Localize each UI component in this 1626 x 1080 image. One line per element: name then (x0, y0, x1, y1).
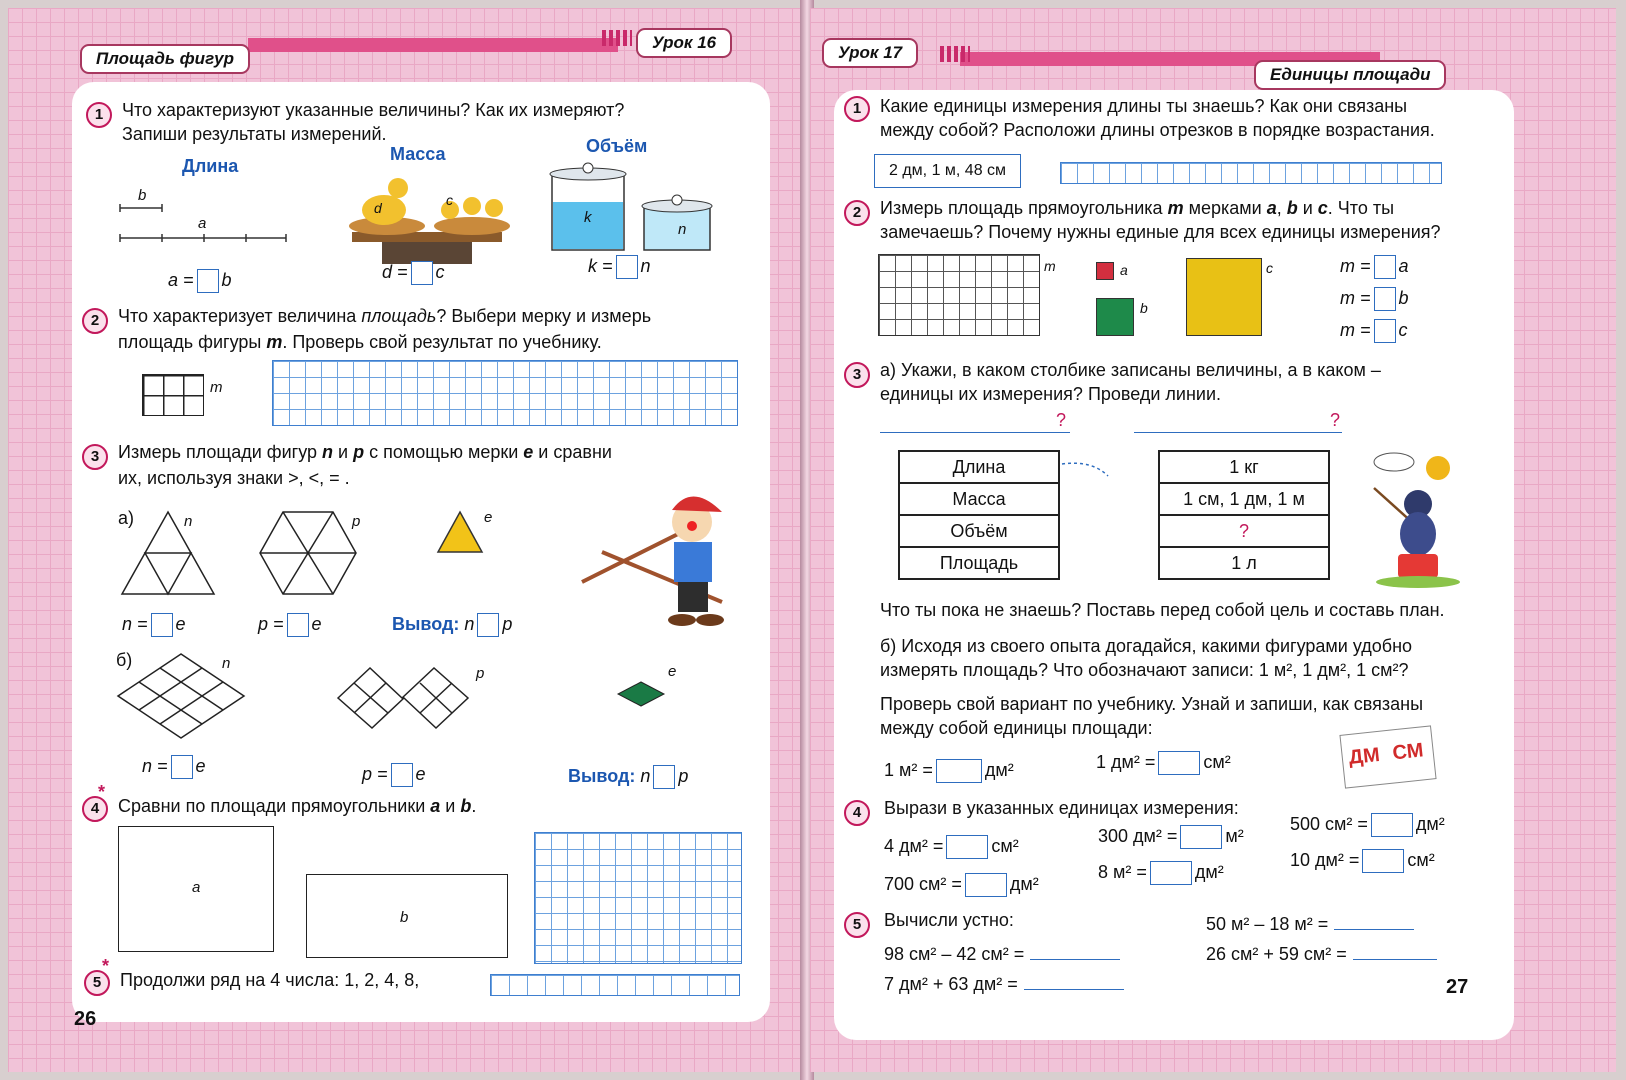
task2-line1 (880, 196, 1394, 220)
eq-right: c (1398, 320, 1408, 340)
rhombus-figure-p (336, 666, 476, 730)
eq-right: e (415, 764, 426, 784)
figure-name: m (1167, 198, 1184, 218)
label-m: m (1044, 258, 1056, 274)
eq-left: 700 см² = (884, 874, 962, 894)
task4-text-part: . (471, 796, 477, 816)
task2-text: . Что ты (1327, 198, 1395, 218)
answer-box[interactable] (616, 255, 638, 279)
label-e: e (484, 509, 493, 526)
label-a: a (198, 215, 207, 232)
eq-left: 4 дм² = (884, 836, 944, 856)
answer-box[interactable] (1374, 287, 1396, 311)
eq-p (362, 762, 426, 787)
label-c: c (1266, 260, 1273, 276)
task-number: 3 (844, 362, 870, 388)
task3b-line1: б) Исходя из своего опыта догадайся, какими фигурами удобно (880, 636, 1413, 656)
answer-box[interactable] (1158, 751, 1200, 775)
answer-grid[interactable] (272, 360, 738, 426)
task2-text: . Проверь свой результат по учебнику. (282, 332, 602, 352)
header-stripes (602, 30, 632, 46)
label-m: m (210, 379, 223, 396)
conclusion-right: p (678, 766, 689, 786)
conversion-5 (1098, 860, 1224, 885)
eq-volume (588, 254, 651, 279)
calc-expr: 26 см² + 59 см² = (1206, 944, 1347, 964)
header-band (248, 38, 618, 52)
rect-name: a (430, 796, 441, 816)
answer-box[interactable] (653, 765, 675, 789)
left-page (8, 8, 808, 1072)
answer-line[interactable] (1024, 989, 1124, 990)
task2-text: и (1297, 198, 1318, 218)
pots-figure (548, 164, 728, 264)
task2-text: Измерь площадь прямоугольника (880, 198, 1168, 218)
calc-expr: 50 м² – 18 м² = (1206, 914, 1329, 934)
task4-text (118, 794, 476, 818)
calc-expr: 98 см² – 42 см² = (884, 944, 1025, 964)
answer-line[interactable] (880, 432, 1070, 433)
eq-unit: дм² (1009, 874, 1039, 894)
task1-line2: Запиши результаты измерений. (122, 124, 387, 144)
eq-mass (382, 260, 445, 285)
eq-unit: см² (991, 836, 1019, 856)
lesson-tab (822, 38, 918, 68)
calc-4 (1206, 942, 1437, 966)
task2-line2 (118, 330, 602, 354)
eq-left: 500 см² = (1290, 814, 1368, 834)
task2-term: площадь (361, 306, 437, 326)
label-p: p (352, 513, 361, 530)
rect-name: b (460, 796, 472, 816)
eq-left: n = (142, 756, 168, 776)
task5-text: Вычисли устно: (884, 910, 1014, 930)
star-mark: * (102, 956, 110, 976)
eq-right: b (1398, 288, 1409, 308)
table-cell[interactable]: Объём (899, 515, 1059, 547)
conclusion-label: Вывод: (568, 766, 636, 786)
task3-text: с помощью мерки (364, 442, 524, 462)
task-number: 5 (844, 912, 870, 938)
part-a-label: а) (118, 508, 135, 528)
label-a: a (192, 879, 201, 896)
answer-box[interactable] (171, 755, 193, 779)
task2-text: мерками (1183, 198, 1267, 218)
task3-line1 (118, 440, 612, 464)
figure-name: e (523, 442, 534, 462)
table-cell[interactable]: Площадь (899, 547, 1059, 579)
eq-m-b (1340, 286, 1409, 311)
answer-box[interactable] (287, 613, 309, 637)
answer-box[interactable] (965, 873, 1007, 897)
lesson-title: Урок 17 (838, 43, 903, 62)
content-panel (834, 90, 1514, 1040)
eq-left: 1 м² = (884, 760, 933, 780)
eq-left: m = (1340, 320, 1371, 340)
star-mark: * (98, 782, 106, 802)
task1-line1: Какие единицы измерения длины ты знаешь? Как они связаны (880, 96, 1408, 116)
eq-left: 300 дм² = (1098, 826, 1178, 846)
rhombus-measure-e (616, 680, 666, 710)
label-c: c (446, 192, 453, 208)
label-b: b (400, 909, 409, 926)
label-e: e (668, 663, 677, 680)
page-number: 26 (74, 1008, 97, 1030)
figure-name: p (353, 442, 365, 462)
task3-text: и (333, 442, 354, 462)
table-cell[interactable]: 1 л (1159, 547, 1329, 579)
task3-line1: а) Укажи, в каком столбике записаны величины, а в каком – (880, 360, 1381, 380)
hexagon-figure-p (258, 510, 361, 596)
figure-m (142, 374, 204, 416)
conclusion-right: p (502, 614, 513, 634)
eq-length (168, 268, 232, 293)
units-sign (1339, 725, 1436, 788)
conversion-2 (1098, 824, 1244, 849)
table-cell[interactable]: ? (1159, 515, 1329, 547)
label-p: p (476, 665, 485, 682)
conclusion-a (392, 612, 512, 637)
eq-unit: дм² (1415, 814, 1445, 834)
calc-1 (884, 942, 1120, 966)
eq-right: e (175, 614, 186, 634)
task5-text: Продолжи ряд на 4 числа: 1, 2, 4, 8, (120, 970, 420, 990)
task-number: 5 (84, 970, 110, 996)
lengths-box: 2 дм, 1 м, 48 см (874, 154, 1021, 188)
lesson-title: Урок 16 (652, 33, 717, 52)
answer-box[interactable] (1362, 849, 1404, 873)
conclusion-left: n (640, 766, 651, 786)
eq-unit: дм² (984, 760, 1014, 780)
measure-name: a (1266, 198, 1277, 218)
label-k: k (584, 209, 592, 226)
task3b-line2: измерять площадь? Что обозначают записи: 1 м², 1 дм², 1 см²? (880, 660, 1409, 680)
eq-m-c (1340, 318, 1408, 343)
table-cell[interactable]: 1 см, 1 дм, 1 м (1159, 483, 1329, 515)
topic-title: Единицы площади (1270, 65, 1431, 84)
measure-name: c (1317, 198, 1328, 218)
task3-text: Измерь площади фигур (118, 442, 323, 462)
conversion-1 (884, 834, 1019, 859)
measure-name: b (1286, 198, 1298, 218)
eq-unit: см² (1203, 752, 1231, 772)
answer-box[interactable] (1374, 319, 1396, 343)
task-number: 4 (844, 800, 870, 826)
eq-left: 1 дм² = (1096, 752, 1156, 772)
eq-volume-left: k = (588, 256, 613, 276)
eq-left: n = (122, 614, 148, 634)
task1-line1: Что характеризуют указанные величины? Как их измеряют? (122, 100, 625, 120)
goal-text: Что ты пока не знаешь? Поставь перед собой цель и составь план. (880, 600, 1445, 620)
eq-n (142, 754, 206, 779)
table-cell[interactable]: 1 кг (1159, 451, 1329, 483)
answer-box[interactable] (946, 835, 988, 859)
eq-mass-right: c (435, 262, 445, 282)
calc-expr: 7 дм² + 63 дм² = (884, 974, 1018, 994)
eq-left: m = (1340, 288, 1371, 308)
sign-dm: ДМ (1347, 743, 1381, 770)
task3-text: и сравни (533, 442, 612, 462)
task-number: 1 (844, 96, 870, 122)
figure-name: n (322, 442, 334, 462)
task-number: 1 (86, 102, 112, 128)
label-d: d (374, 200, 382, 216)
task2-figure-name: m (266, 332, 283, 352)
topic-tab (1254, 60, 1446, 90)
answer-box[interactable] (151, 613, 173, 637)
task-number: 2 (82, 308, 108, 334)
clown-illustration (582, 492, 742, 632)
eq-unit: см² (1407, 850, 1435, 870)
task3b-line3: Проверь свой вариант по учебнику. Узнай и запиши, как связаны (880, 694, 1424, 714)
answer-box[interactable] (391, 763, 413, 787)
topic-title: Площадь фигур (96, 49, 234, 68)
conclusion-label: Вывод: (392, 614, 460, 634)
answer-line[interactable] (1353, 959, 1437, 960)
task4-text-part: и (440, 796, 461, 816)
answer-box[interactable] (477, 613, 499, 637)
eq-right: e (311, 614, 322, 634)
eq-mass-left: d = (382, 262, 408, 282)
eq-unit: м² (1225, 826, 1244, 846)
quantities-table (898, 450, 1060, 580)
answer-box[interactable] (1180, 825, 1222, 849)
task3b-line4: между собой единицы площади: (880, 718, 1153, 738)
eq-left: m = (1340, 256, 1371, 276)
header-stripes (940, 46, 970, 62)
question-mark: ? (1330, 410, 1341, 430)
answer-grid[interactable] (490, 974, 740, 996)
answer-line[interactable] (1134, 432, 1342, 433)
measure-a-square (1096, 262, 1114, 280)
lesson-tab (636, 28, 732, 58)
task-number: 2 (844, 200, 870, 226)
task-number: 3 (82, 444, 108, 470)
eq-n (122, 612, 186, 637)
task1-line2: между собой? Расположи длины отрезков в порядке возрастания. (880, 120, 1435, 140)
conversion-3 (1290, 812, 1445, 837)
eq-m-a (1340, 254, 1409, 279)
eq-left: p = (258, 614, 284, 634)
label-n: n (678, 221, 687, 238)
eq-right: e (195, 756, 206, 776)
calc-2 (884, 972, 1124, 996)
task3-line2: их, используя знаки >, <, = . (118, 468, 350, 488)
task2-line2: замечаешь? Почему нужны единые для всех единицы измерения? (880, 222, 1441, 242)
label-b: b (1140, 300, 1148, 316)
heading-volume: Объём (586, 136, 648, 156)
task2-text: , (1276, 198, 1287, 218)
part-b-label: б) (116, 650, 133, 670)
task2-text: ? Выбери мерку и измерь (436, 306, 652, 326)
label-b: b (138, 187, 147, 204)
eq-length-right: b (221, 270, 232, 290)
heading-mass: Масса (390, 144, 446, 164)
answer-line[interactable] (1030, 959, 1120, 960)
answer-box[interactable] (936, 759, 982, 783)
eq-right: a (1398, 256, 1409, 276)
question-mark: ? (1056, 410, 1067, 430)
answer-box[interactable] (411, 261, 433, 285)
heading-length: Длина (182, 156, 239, 176)
eq-unit: дм² (1194, 862, 1224, 882)
units-table (1158, 450, 1330, 580)
measure-grid (534, 832, 742, 964)
topic-tab (80, 44, 250, 74)
label-n: n (184, 513, 193, 530)
eq-left: 10 дм² = (1290, 850, 1360, 870)
task2-text: площадь фигуры (118, 332, 267, 352)
task2-text: Что характеризует величина (118, 306, 362, 326)
connection-line (1062, 458, 1122, 478)
conclusion-left: n (464, 614, 475, 634)
triangle-measure-e (436, 510, 486, 556)
eq-p (258, 612, 322, 637)
triangle-figure-n (120, 510, 216, 596)
measure-b-square (1096, 298, 1134, 336)
task4-text-part: Сравни по площади прямоугольники (118, 796, 431, 816)
sign-cm: СМ (1391, 739, 1425, 765)
task2-line1 (118, 304, 651, 328)
conversion-6 (1290, 848, 1435, 873)
answer-box[interactable] (1150, 861, 1192, 885)
task-number: 4 (82, 796, 108, 822)
label-n: n (222, 655, 231, 672)
answer-line[interactable] (1334, 929, 1414, 930)
answer-box[interactable] (1374, 255, 1396, 279)
task4-text: Вырази в указанных единицах измерения: (884, 798, 1239, 818)
measure-c-square (1186, 258, 1262, 336)
table-cell[interactable]: Длина (899, 451, 1059, 483)
bird-illustration (1364, 448, 1474, 588)
eq-left: 8 м² = (1098, 862, 1147, 882)
eq-length-left: a = (168, 270, 194, 290)
rectangle-m (878, 254, 1040, 336)
eq-left: p = (362, 764, 388, 784)
right-page (810, 8, 1616, 1072)
eq-volume-right: n (640, 256, 651, 276)
task3-line2: единицы их измерения? Проведи линии. (880, 384, 1222, 404)
conversion-4 (884, 872, 1039, 897)
calc-3 (1206, 912, 1414, 936)
eq-m2-dm2 (884, 758, 1014, 783)
scales-figure (342, 170, 512, 270)
conclusion-b (568, 764, 688, 789)
answer-box[interactable] (1371, 813, 1413, 837)
content-panel (72, 82, 770, 1022)
table-cell[interactable]: Масса (899, 483, 1059, 515)
page-number: 27 (1446, 976, 1469, 998)
eq-dm2-cm2 (1096, 750, 1231, 775)
answer-grid[interactable] (1060, 162, 1442, 184)
label-a: a (1120, 262, 1128, 278)
answer-box[interactable] (197, 269, 219, 293)
